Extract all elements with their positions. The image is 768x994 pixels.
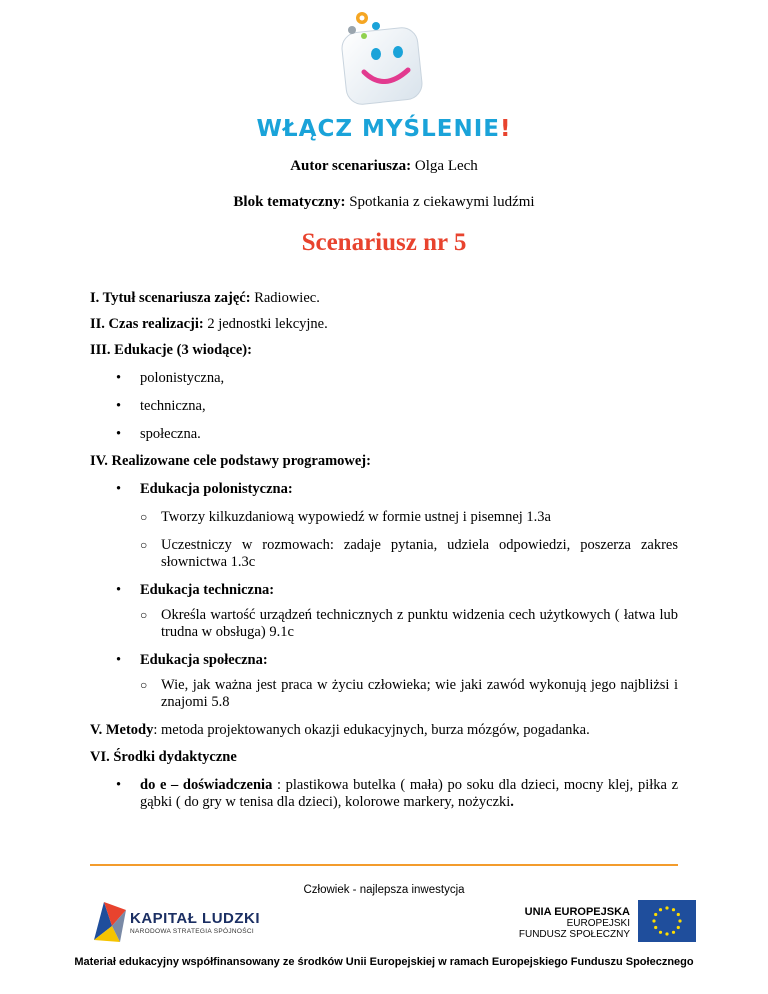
eu-star-icon [677, 926, 680, 929]
list-item: Uczestniczy w rozmowach: zadaje pytania, udziela odpowiedzi, poszerza zakres słownictwa 1.3c [161, 537, 678, 570]
kapital-ludzki-subtitle: NARODOWA STRATEGIA SPÓJNOŚCI [130, 928, 254, 935]
logo-image [330, 6, 440, 106]
footer-divider [90, 864, 678, 866]
circle-bullet-icon: ○ [140, 510, 148, 524]
kapital-ludzki-logo [130, 910, 260, 935]
bullet-icon: • [116, 777, 122, 793]
section-1: I. Tytuł scenariusza zajęć: Radiowiec. [90, 290, 320, 306]
eu-star-icon [652, 919, 655, 922]
page-title: Scenariusz nr 5 [301, 229, 467, 256]
kapital-ludzki-title: KAPITAŁ LUDZKI [130, 910, 261, 927]
eu-star-icon [677, 913, 680, 916]
section-4-heading: IV. Realizowane cele podstawy programowej: [90, 453, 371, 469]
group-title-spoleczna: Edukacja społeczna: [140, 652, 268, 668]
footer-cofinancing-note: Materiał edukacyjny współfinansowany ze środków Unii Europejskiej w ramach Europejskiego Funduszu Społecznego [74, 956, 694, 968]
eu-star-icon [654, 913, 657, 916]
brand-wordmark: WŁĄCZ MYŚLENIE! [256, 116, 512, 142]
eu-star-icon [672, 908, 675, 911]
eu-flag-icon [638, 900, 696, 942]
bullet-icon: • [116, 481, 122, 497]
group-title-polonistyczna: Edukacja polonistyczna: [140, 481, 293, 497]
footer-slogan: Człowiek - najlepsza inwestycja [303, 884, 465, 896]
section-5: V. Metody: metoda projektowanych okazji edukacyjnych, burza mózgów, pogadanka. [90, 722, 590, 738]
group-title-techniczna: Edukacja techniczna: [140, 582, 275, 598]
circle-bullet-icon: ○ [140, 538, 148, 552]
eu-star-icon [659, 931, 662, 934]
list-item: Określa wartość urządzeń technicznych z punktu widzenia cech użytkowych ( łatwa lub trudna w obsługa) 9.1c [161, 607, 678, 640]
section-6-heading: VI. Środki dydaktyczne [90, 749, 237, 765]
eu-star-icon [659, 908, 662, 911]
list-item: Tworzy kilkuzdaniową wypowiedź w formie ustnej i pisemnej 1.3a [161, 509, 551, 525]
circle-bullet-icon: ○ [140, 678, 148, 692]
eu-star-icon [665, 932, 668, 935]
eu-star-icon [672, 931, 675, 934]
bullet-icon: • [116, 426, 122, 442]
list-item: polonistyczna, [140, 370, 225, 386]
eu-fund-text: UNIA EUROPEJSKA EUROPEJSKI FUNDUSZ SPOŁECZNY [518, 906, 630, 940]
section-3-heading: III. Edukacje (3 wiodące): [90, 342, 252, 358]
list-item: techniczna, [140, 398, 206, 414]
list-item: Wie, jak ważna jest praca w życiu człowieka; wie jaki zawód wykonują jego najbliżsi i znajomi 5.8 [161, 677, 678, 710]
bullet-icon: • [116, 652, 122, 668]
list-item: społeczna. [140, 426, 201, 442]
circle-bullet-icon: ○ [140, 608, 148, 622]
eu-star-icon [665, 906, 668, 909]
eu-star-icon [678, 919, 681, 922]
author-line: Autor scenariusza: Olga Lech [290, 158, 478, 174]
bullet-icon: • [116, 398, 122, 414]
smiley-robot-logo-icon [330, 6, 440, 106]
section-2: II. Czas realizacji: 2 jednostki lekcyjne. [90, 316, 328, 332]
kapital-ludzki-logo-icon [90, 900, 130, 944]
bullet-icon: • [116, 370, 122, 386]
list-item: do e – doświadczenia : plastikowa butelka ( mała) po soku dla dzieci, mocny klej, piłka z gąbki ( do gry w tenisa dla dzieci), kolorowe markery, nożyczki. [140, 777, 679, 810]
bullet-icon: • [116, 582, 122, 598]
block-line: Blok tematyczny: Spotkania z ciekawymi ludźmi [233, 194, 535, 210]
eu-star-icon [654, 926, 657, 929]
